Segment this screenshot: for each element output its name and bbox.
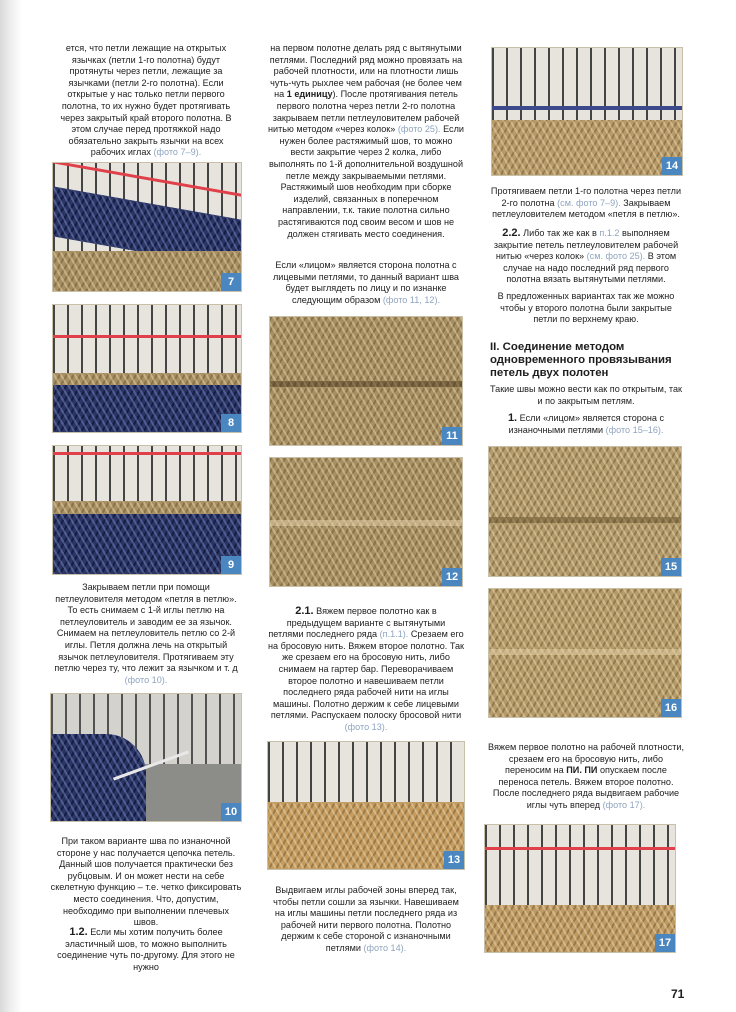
paragraph-text: Если «лицом» является сторона полотна с лицевыми петлями, то данный вариант шва будет выглядеть по лицу и по изнанке следующим образом xyxy=(272,260,459,305)
photo-8 xyxy=(52,304,242,433)
paragraph-text: Такие швы можно вести как по открытым, так и по закрытым петлям. xyxy=(490,384,682,406)
photo-13 xyxy=(267,741,465,870)
seam-line xyxy=(270,520,462,526)
section-reference: п.1.2 xyxy=(599,228,620,238)
photo-11 xyxy=(269,316,463,446)
photo-14 xyxy=(491,47,683,176)
emphasis-text: 1 единицу xyxy=(286,89,333,100)
seam-line xyxy=(489,649,681,655)
photo-number-badge: 17 xyxy=(655,934,675,952)
photo-reference: (см. фото 25). xyxy=(586,251,646,262)
paragraph-first-panel xyxy=(488,742,684,812)
photo-reference: (фото 15–16). xyxy=(605,424,664,435)
seam-line xyxy=(489,517,681,523)
paragraph-text: выполняем закрытие петель петлеуловителем рабочей нитью «через колок» xyxy=(493,228,679,262)
photo-reference: (фото 13). xyxy=(344,721,388,732)
page-number: 71 xyxy=(671,987,685,1001)
seam-line xyxy=(270,381,462,387)
tan-fabric xyxy=(53,251,241,292)
tan-fabric xyxy=(485,905,675,952)
photo-15 xyxy=(488,446,682,577)
paragraph-text: ется, что петли лежащие на открытых язычках (петли 1-го полотна) будут протянуты через петли, лежащие за язычками (петли 2-го полотна). Если открытые у нас только петли первого полотна, то их нужно будет протягивать через закрытый край второго полотна. В этом случае перед протяжкой надо обязательно закрыть язычки на всех рабочих иглах xyxy=(60,43,232,158)
paragraph-text: В этом случае на надо последний ряд первого полотна вязать вытянутыми петлями. xyxy=(503,251,677,285)
paragraph-text: Если мы хотим получить более эластичный шов, то можно выполнить соединение чуть по-другому. Для этого не нужно xyxy=(57,927,235,972)
emphasis-text: ПИ. ПИ xyxy=(566,765,598,776)
photo-number-badge: 14 xyxy=(662,157,682,175)
needle-bed-line xyxy=(53,335,241,338)
paragraph-face-side xyxy=(268,260,464,306)
photo-number-badge: 10 xyxy=(221,803,241,821)
photo-reference: (фото 7–9). xyxy=(153,147,202,158)
section-reference: (п.1.1). xyxy=(379,629,409,640)
paragraph-text: Протягиваем петли 1-го полотна через петли 2-го полотна xyxy=(490,186,682,208)
paragraph-text: на первом полотне делать ряд с вытянутыми петлями. Последний ряд можно провязать на рабочей плотности, или на плотности лишь чуть-чуть рыхлее чем рабочая (не более чем на xyxy=(269,43,463,100)
section-heading: II. Соединение методом одновременного провязывания петель двух полотен xyxy=(490,341,672,379)
photo-number-badge: 16 xyxy=(661,699,681,717)
paragraph-text: Закрываем петлеуловителем методом «петля в петлю». xyxy=(492,197,680,220)
photo-reference: (фото 14). xyxy=(363,942,407,953)
photo-number-badge: 13 xyxy=(444,851,464,869)
photo-number-badge: 8 xyxy=(221,414,241,432)
navy-fabric xyxy=(53,385,241,433)
section-number: 2.1. xyxy=(295,605,314,617)
photo-number-badge: 11 xyxy=(442,427,462,445)
paragraph-text: В предложенных вариантах так же можно чтобы у второго полотна были закрытые петли по верхнему краю. xyxy=(497,291,675,325)
paragraph-hang-loops xyxy=(268,885,464,955)
paragraph-text: опускаем после переноса петель. Вяжем второе полотно. После последнего ряда выдвигаем рабочие иглы чуть вперед xyxy=(492,765,680,810)
photo-reference: (фото 11, 12). xyxy=(382,294,441,305)
photo-10 xyxy=(50,693,242,822)
photo-16 xyxy=(488,588,682,718)
paragraph-latch-tool xyxy=(50,582,242,686)
paragraph-purl-face xyxy=(488,413,684,436)
paragraph-intro xyxy=(50,43,242,159)
photo-number-badge: 12 xyxy=(442,568,462,586)
photo-number-badge: 15 xyxy=(661,558,681,576)
paragraph-chain-seam xyxy=(50,836,242,929)
paragraph-text: Вяжем первое полотно на рабочей плотности, срезаем его на бросовую нить, либо переносим на xyxy=(488,742,684,776)
photo-reference: (фото 17). xyxy=(602,799,646,810)
navy-fabric xyxy=(51,734,146,821)
paragraph-text: Если нужен более растяжимый шов, то можно вести закрытие через 2 колка, либо выполнять по 1-й дополнительной воздушной петле между закрываемыми петлями. Растяжимый шов необходим при сборке изделий, связанных в поперечном направлении, т.к. такие полотна сильно растягиваются под своим весом и шов не должен стягивать место соединения. xyxy=(268,124,464,239)
paragraph-2-2 xyxy=(488,228,684,286)
paragraph-pull-loops xyxy=(488,186,684,221)
needle-bed-line xyxy=(485,847,675,850)
paragraph-variants xyxy=(488,291,684,326)
paragraph-text: Срезаем его на бросовую нить. Вяжем второе полотно. Так же срезаем его на бросовую нить, либо снимаем на гартер бар. Переворачиваем второе полотно и навешиваем петли последнего ряда рабочей нити на иглы машины. Полотно держим к себе лицевыми петлями. Распускаем полоску бросовой нити xyxy=(268,629,465,721)
paragraph-1-2 xyxy=(50,927,242,973)
paragraph-closing-method xyxy=(268,43,464,240)
photo-7 xyxy=(52,162,242,292)
photo-reference: (см. фото 7–9). xyxy=(557,197,621,208)
section-number: 1. xyxy=(507,412,518,424)
paragraph-open-closed xyxy=(488,384,684,407)
needle-bed-line xyxy=(53,452,241,455)
photo-12 xyxy=(269,457,463,587)
paragraph-text: Либо так же как в xyxy=(523,228,597,238)
section-number: 1.2. xyxy=(69,926,88,938)
photo-reference: (фото 25). xyxy=(397,124,441,135)
tan-yarn-row xyxy=(53,501,241,515)
photo-reference: (фото 10). xyxy=(124,674,168,685)
paragraph-text: Вяжем первое полотно как в предыдущем варианте с вытянутыми петлями последнего ряда xyxy=(268,606,446,640)
photo-17 xyxy=(484,824,676,953)
photo-number-badge: 9 xyxy=(221,556,241,574)
paragraph-text: Если «лицом» является сторона с изнаночными петлями xyxy=(508,413,665,435)
section-number: 2.2. xyxy=(502,227,521,239)
photo-number-badge: 7 xyxy=(221,273,241,291)
paragraph-2-1 xyxy=(268,606,464,734)
navy-yarn xyxy=(492,106,682,110)
paragraph-text: При таком варианте шва по изнаночной стороне у нас получается цепочка петель. Данный шов получается практически без рубцовым. И он может нести на себе скелетную функцию – т.е. четко фиксировать место соединения. Что, допустим, необходимо при выполнении плечевых швов. xyxy=(50,836,242,928)
page-spine-shadow xyxy=(0,0,22,1012)
tan-fabric xyxy=(492,120,682,175)
paragraph-text: Выдвигаем иглы рабочей зоны вперед так, чтобы петли сошли за язычки. Навешиваем на иглы машины петли последнего ряда из рабочей нити первого полотна. Полотно держим к себе стороной с изнаночными петлями xyxy=(273,885,459,953)
navy-fabric xyxy=(53,514,241,574)
paragraph-text: ). После протягивания петель первого полотна через петли 2-го полотна закрываем петли петлеуловителем рабочей нитью методом «через колок» xyxy=(268,89,460,135)
paragraph-text: Закрываем петли при помощи петлеуловителя методом «петля в петлю». То есть снимаем с 1-й иглы петлю на петлеуловитель и заводим ее за язычок. Снимаем на петлеуловитель петлю со 2-й иглы. Петля должна лечь на открытый язычок петлеуловителя. Протягиваем эту петлю через ту, что лежит за язычком и т. д xyxy=(54,582,238,674)
photo-9 xyxy=(52,445,242,575)
tan-fabric xyxy=(268,802,464,869)
